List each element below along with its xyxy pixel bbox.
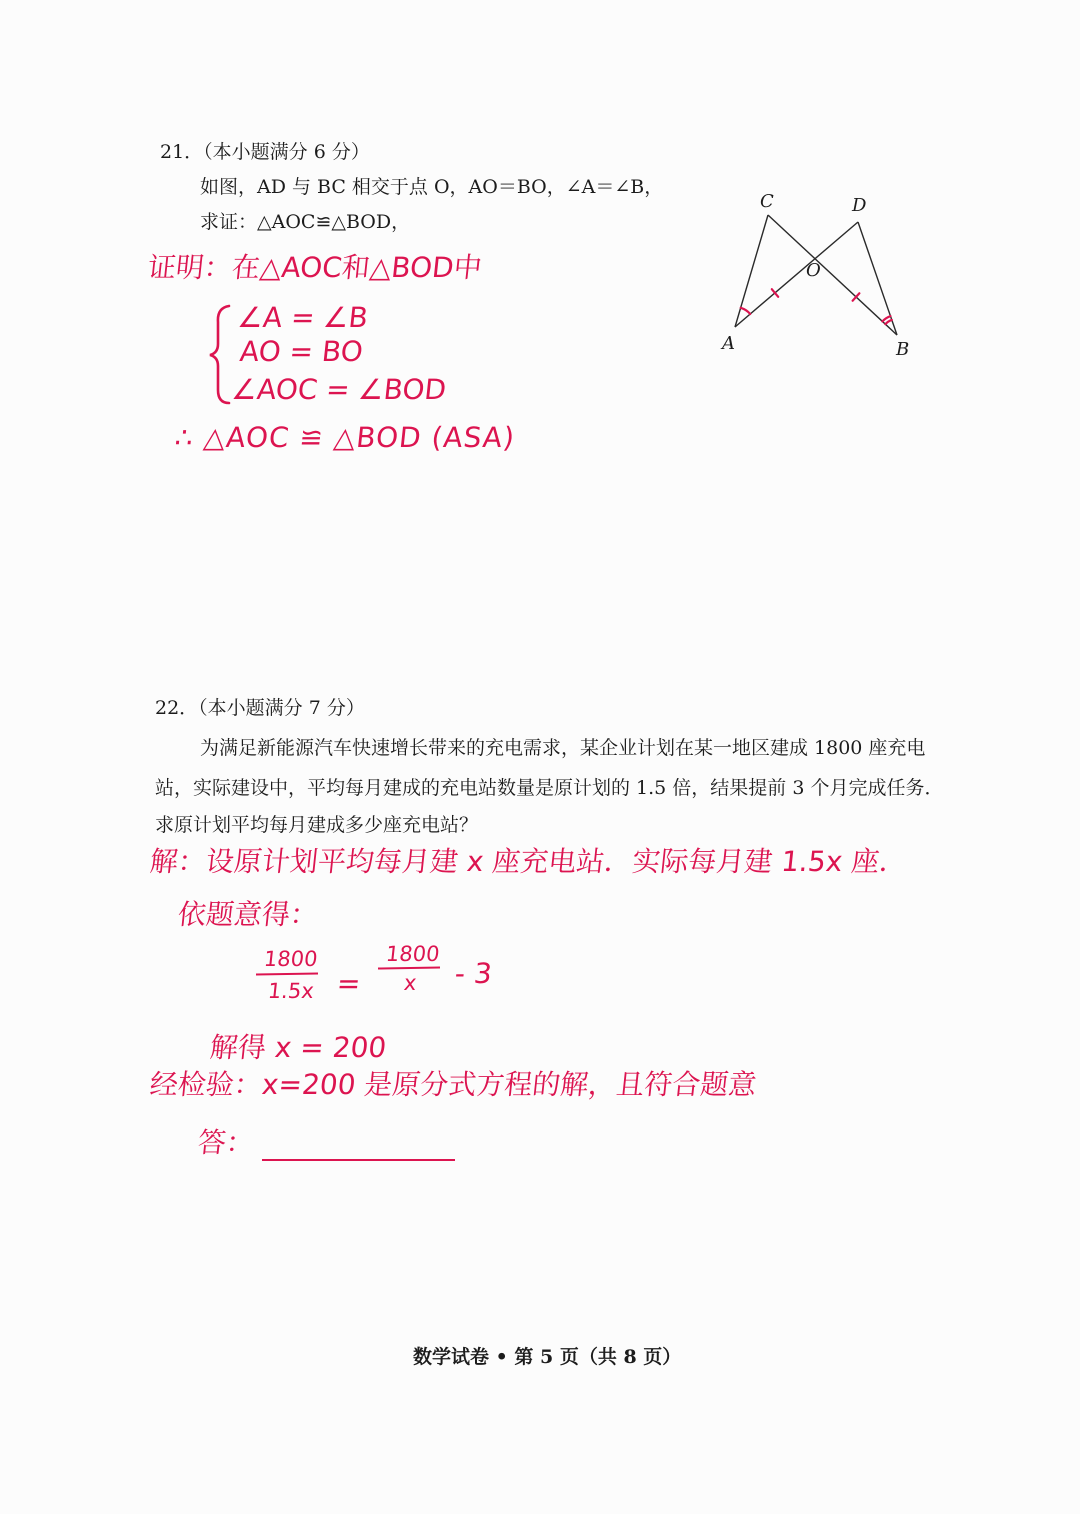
- q21-condition-vertical-angle: ∠AOC = ∠BOD: [230, 373, 448, 406]
- q22-according: 依题意得：: [176, 898, 320, 931]
- q22-line-1: 为满足新能源汽车快速增长带来的充电需求，某企业计划在某一地区建成 1800 座充电: [200, 737, 926, 759]
- label-c: C: [760, 191, 774, 212]
- equation-rhs-denominator: x: [402, 971, 418, 995]
- segment-ad: [735, 222, 858, 327]
- label-o: O: [806, 260, 821, 281]
- equation-rhs-numerator: 1800: [384, 942, 441, 966]
- equation-equals: =: [335, 967, 363, 1000]
- label-b: B: [896, 339, 910, 360]
- segment-db: [858, 222, 897, 335]
- q22-line-2: 站，实际建设中，平均每月建成的充电站数量是原计划的 1.5 倍，结果提前 3 个月完成任务．: [155, 777, 944, 799]
- q21-prove: 求证：△AOC≌△BOD，: [200, 211, 411, 233]
- label-a: A: [722, 333, 735, 354]
- segment-cb: [768, 215, 897, 335]
- equation-minus-term: - 3: [453, 957, 494, 990]
- q21-header: 21．（本小题满分 6 分）: [160, 141, 370, 163]
- triangle-figure: [700, 180, 940, 370]
- q21-proof-intro: 证明：在△AOC和△BOD中: [146, 251, 484, 284]
- q22-check: 经检验：x=200 是原分式方程的解，且符合题意: [148, 1068, 759, 1101]
- condition-brace: [205, 302, 235, 406]
- q22-header: 22．（本小题满分 7 分）: [155, 697, 365, 719]
- q22-reply-label: 答：: [196, 1126, 256, 1159]
- equation-lhs-denominator: 1.5x: [266, 979, 316, 1003]
- segment-ac: [735, 215, 768, 327]
- page-footer: 数学试卷 • 第 5 页（共 8 页）: [413, 1346, 682, 1368]
- equation-lhs-fraction-bar: [256, 972, 318, 975]
- angle-arc-b-inner: [885, 320, 892, 324]
- q22-solve: 解得 x = 200: [208, 1031, 388, 1064]
- q21-conclusion: ∴ △AOC ≌ △BOD (ASA): [173, 421, 517, 454]
- q22-setup: 解：设原计划平均每月建 x 座充电站．实际每月建 1.5x 座．: [148, 845, 910, 878]
- label-d: D: [852, 195, 867, 216]
- q21-statement: 如图，AD 与 BC 相交于点 O，AO＝BO，∠A＝∠B，: [200, 176, 664, 198]
- angle-arc-a: [741, 308, 751, 314]
- q21-condition-side: AO = BO: [238, 335, 365, 368]
- q21-condition-angle: ∠A = ∠B: [236, 301, 370, 334]
- equation-lhs-numerator: 1800: [262, 947, 319, 971]
- q22-line-3: 求原计划平均每月建成多少座充电站？: [155, 814, 479, 836]
- reply-underline: [262, 1159, 455, 1161]
